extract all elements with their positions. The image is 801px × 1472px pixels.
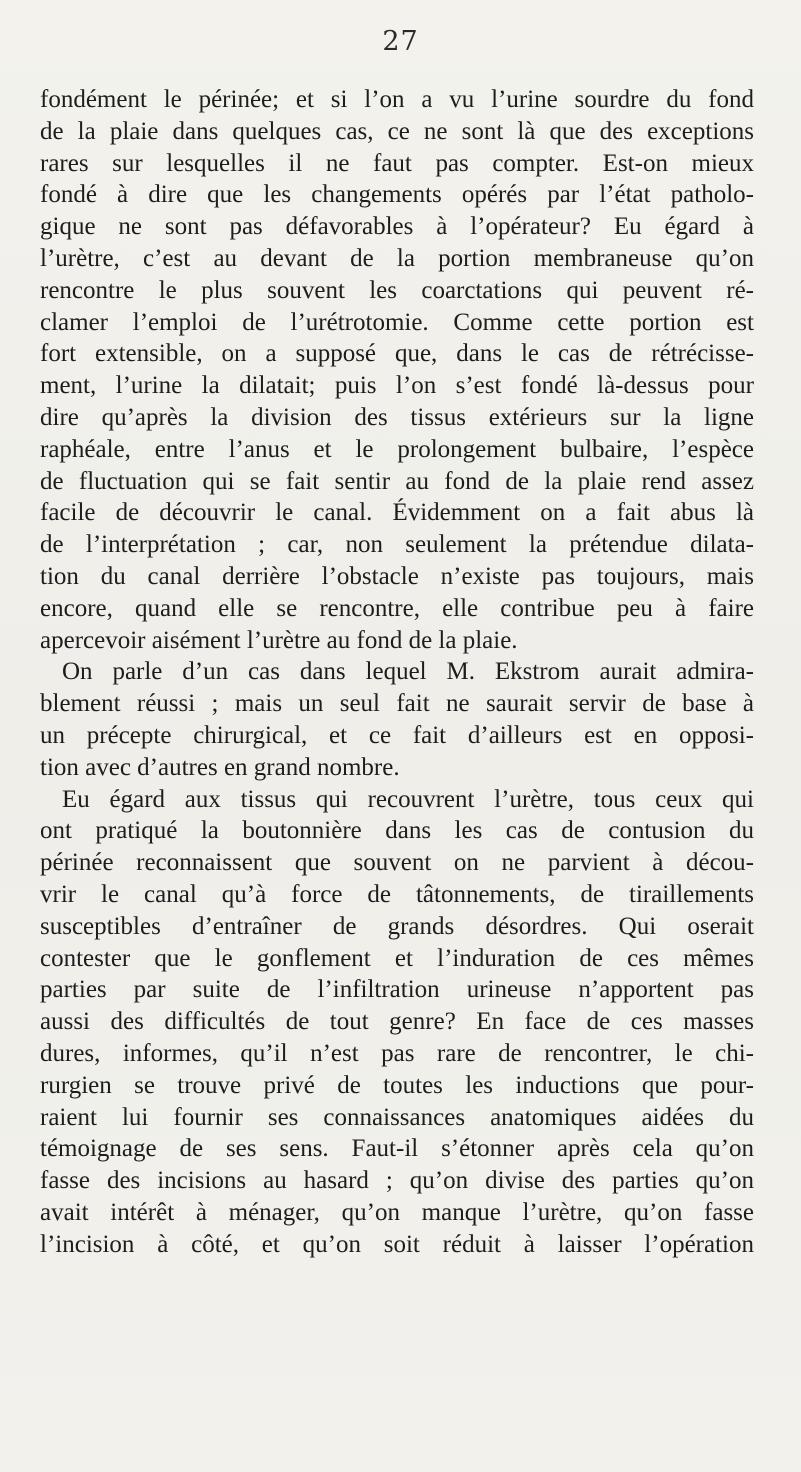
text-line-32: rurgien se trouve privé de toutes les inductions que pour- [40, 1071, 754, 1099]
text-line-15: de l’interprétation ; car, non seulement la prétendue dilata- [40, 531, 754, 559]
text-line-29: parties par suite de l’infiltration urineuse n’apportent pas [40, 976, 754, 1004]
text-line-12: raphéale, entre l’anus et le prolongement bulbaire, l’espèce [40, 435, 754, 463]
text-line-25: périnée reconnaissent que souvent on ne parvient à décou- [40, 849, 754, 877]
text-line-24: ont pratiqué la boutonnière dans les cas de contusion du [40, 817, 754, 845]
text-line-33: raient lui fournir ses connaissances anatomiques aidées du [40, 1103, 754, 1131]
text-line-28: contester que le gonflement et l’induration de ces mêmes [40, 944, 754, 972]
text-line-31: dures, informes, qu’il n’est pas rare de rencontrer, le chi- [40, 1039, 754, 1067]
text-line-4: fondé à dire que les changements opérés par l’état patholo- [40, 181, 754, 209]
text-line-21: un précepte chirurgical, et ce fait d’ailleurs est en opposi- [40, 721, 754, 749]
text-line-18: apercevoir aisément l’urètre au fond de la plaie. [40, 626, 518, 654]
text-line-19: On parle d’un cas dans lequel M. Ekstrom aurait admira- [62, 658, 754, 686]
text-line-2: de la plaie dans quelques cas, ce ne sont là que des exceptions [40, 117, 754, 145]
text-line-22: tion avec d’autres en grand nombre. [40, 753, 400, 781]
text-line-23: Eu égard aux tissus qui recouvrent l’urètre, tous ceux qui [62, 785, 754, 813]
text-line-34: témoignage de ses sens. Faut-il s’étonner après cela qu’on [40, 1135, 754, 1163]
text-line-10: ment, l’urine la dilatait; puis l’on s’est fondé là-dessus pour [40, 372, 754, 400]
text-line-36: avait intérêt à ménager, qu’on manque l’urètre, qu’on fasse [40, 1198, 754, 1226]
text-line-16: tion du canal derrière l’obstacle n’existe pas toujours, mais [40, 562, 754, 590]
text-line-8: clamer l’emploi de l’urétrotomie. Comme cette portion est [40, 308, 754, 336]
text-line-9: fort extensible, on a supposé que, dans le cas de rétrécisse- [40, 340, 754, 368]
page-number: 27 [382, 26, 419, 57]
text-line-6: l’urètre, c’est au devant de la portion membraneuse qu’on [40, 244, 754, 272]
text-line-20: blement réussi ; mais un seul fait ne saurait servir de base à [40, 690, 754, 718]
text-line-30: aussi des difficultés de tout genre? En face de ces masses [40, 1008, 754, 1036]
text-line-35: fasse des incisions au hasard ; qu’on divise des parties qu’on [40, 1167, 754, 1195]
text-line-1: fondément le périnée; et si l’on a vu l’urine sourdre du fond [40, 86, 754, 113]
text-line-17: encore, quand elle se rencontre, elle contribue peu à faire [40, 594, 754, 622]
text-line-5: gique ne sont pas défavorables à l’opérateur? Eu égard à [40, 213, 754, 241]
text-line-37: l’incision à côté, et qu’on soit réduit à laisser l’opération [40, 1230, 754, 1258]
body-text [40, 84, 754, 1260]
text-line-3: rares sur lesquelles il ne faut pas compter. Est-on mieux [40, 149, 754, 177]
text-line-11: dire qu’après la division des tissus extérieurs sur la ligne [40, 403, 754, 431]
text-line-27: susceptibles d’entraîner de grands désordres. Qui oserait [40, 912, 754, 940]
text-line-14: facile de découvrir le canal. Évidemment on a fait abus là [40, 499, 754, 527]
text-line-7: rencontre le plus souvent les coarctations qui peuvent ré- [40, 276, 754, 304]
text-line-13: de fluctuation qui se fait sentir au fond de la plaie rend assez [40, 467, 754, 495]
text-line-26: vrir le canal qu’à force de tâtonnements, de tiraillements [40, 880, 754, 908]
